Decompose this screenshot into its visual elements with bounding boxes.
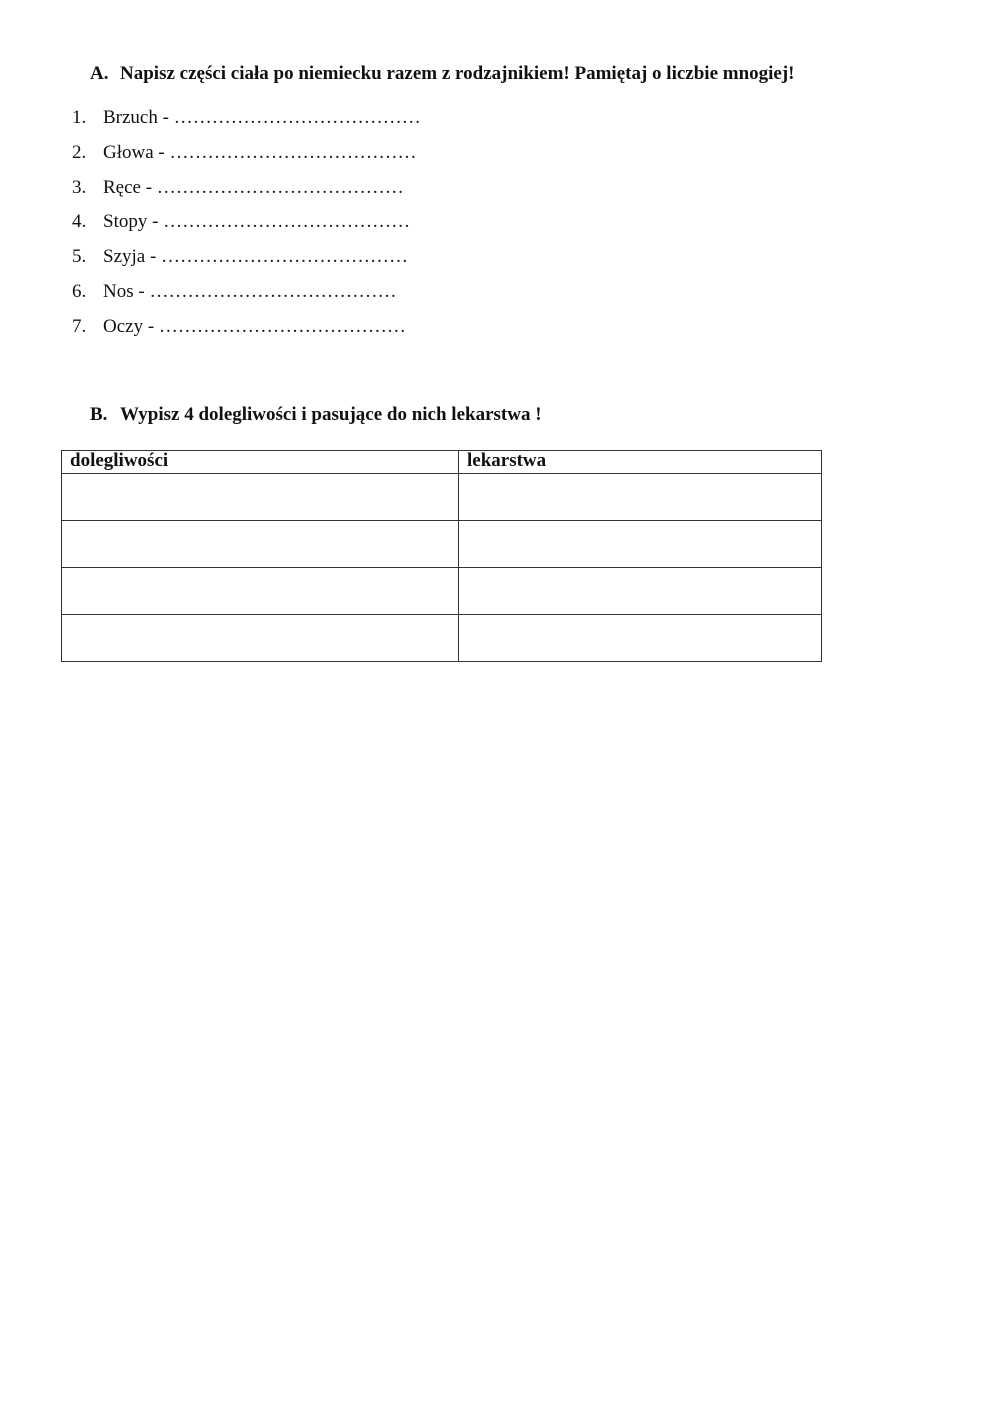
table-row bbox=[62, 568, 822, 615]
medicine-cell[interactable] bbox=[459, 568, 822, 615]
ailment-cell[interactable] bbox=[62, 568, 459, 615]
section-a-letter: A. bbox=[90, 63, 109, 84]
list-item-text[interactable]: Ręce - ………………………………… bbox=[103, 176, 404, 198]
ailment-cell[interactable] bbox=[62, 521, 459, 568]
list-item-number: 4. bbox=[72, 211, 87, 233]
list-item bbox=[72, 107, 421, 142]
list-item-text[interactable]: Brzuch - ………………………………… bbox=[103, 107, 421, 128]
list-item bbox=[72, 281, 421, 316]
medicine-cell[interactable] bbox=[459, 474, 822, 521]
list-item-text[interactable]: Szyja - ………………………………… bbox=[103, 246, 409, 268]
list-item bbox=[72, 316, 421, 351]
list-item-text[interactable]: Stopy - ………………………………… bbox=[103, 211, 411, 233]
table-row bbox=[62, 521, 822, 568]
list-item-number: 7. bbox=[72, 315, 87, 337]
column-header-ailments: dolegliwości bbox=[62, 451, 459, 474]
body-parts-list bbox=[72, 107, 421, 351]
section-b-heading bbox=[90, 404, 542, 426]
list-item-number: 6. bbox=[72, 280, 87, 302]
list-item bbox=[72, 211, 421, 246]
section-b-letter: B. bbox=[90, 404, 108, 425]
section-a-title: Napisz części ciała po niemiecku razem z rodzajnikiem! Pamiętaj o liczbie mnogiej! bbox=[120, 63, 795, 84]
ailment-cell[interactable] bbox=[62, 474, 459, 521]
list-item-number: 3. bbox=[72, 176, 87, 198]
ailment-cell[interactable] bbox=[62, 615, 459, 662]
list-item-text[interactable]: Nos - ………………………………… bbox=[103, 280, 397, 302]
list-item bbox=[72, 177, 421, 212]
list-item bbox=[72, 142, 421, 177]
list-item-number: 1. bbox=[72, 107, 87, 128]
list-item-number: 2. bbox=[72, 141, 87, 163]
list-item-text[interactable]: Oczy - ………………………………… bbox=[103, 315, 406, 337]
column-header-medicines: lekarstwa bbox=[459, 451, 822, 474]
list-item-number: 5. bbox=[72, 246, 87, 268]
table-header-row bbox=[62, 451, 822, 474]
table-row bbox=[62, 615, 822, 662]
medicine-cell[interactable] bbox=[459, 521, 822, 568]
section-a-heading bbox=[90, 63, 795, 85]
list-item bbox=[72, 246, 421, 281]
medicine-cell[interactable] bbox=[459, 615, 822, 662]
list-item-text[interactable]: Głowa - ………………………………… bbox=[103, 141, 417, 163]
table-row bbox=[62, 474, 822, 521]
section-b-title: Wypisz 4 dolegliwości i pasujące do nich lekarstwa ! bbox=[120, 404, 542, 425]
ailments-medicines-table bbox=[61, 450, 822, 662]
